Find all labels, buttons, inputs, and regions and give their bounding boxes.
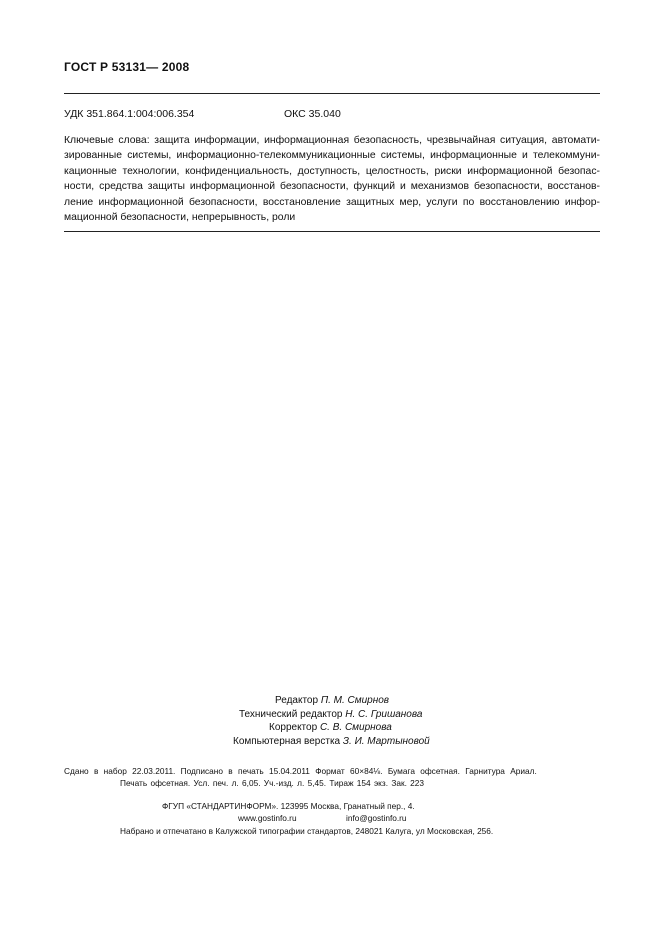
publisher-email: info@gostinfo.ru [346,813,407,824]
keywords-line: кационные технологии, конфиденциальность, доступность, целостность, риски информационной безопас- [64,165,600,177]
publisher-website: www.gostinfo.ru [238,813,297,824]
credit-editor [0,694,662,708]
credit-tech-editor [0,708,662,722]
imprint-block [64,765,600,789]
keywords-paragraph [64,133,600,225]
credit-role: Корректор [269,722,318,733]
credit-role: Технический редактор [239,708,343,720]
keywords-line: ление информационной безопасности, восстановление защитных мер, услуги по восстановлению инфор- [64,196,600,208]
credit-layout [0,735,662,749]
keywords-line: Ключевые слова: защита информации, информационная безопасность, чрезвычайная ситуация, автомати- [64,135,600,146]
standard-header: ГОСТ Р 53131— 2008 [64,60,190,74]
credit-name: З. И. Мартыновой [342,735,430,747]
publisher-block [0,800,662,837]
credit-name: П. М. Смирнов [320,695,390,706]
keywords-divider [64,231,600,232]
keywords-line: ности, средства защиты информационной безопасности, функций и механизмов безопасности, восстанов- [64,181,600,193]
credit-name: Н. С. Гришанова [345,708,423,720]
keywords-line: зированные системы, информационно-телекоммуникационные системы, информационные и телекоммуни- [64,150,600,162]
credit-role: Редактор [275,695,319,706]
credit-role: Компьютерная верстка [233,735,341,747]
oks-code: ОКС 35.040 [284,108,341,120]
publisher-address: ФГУП «СТАНДАРТИНФОРМ». 123995 Москва, Гранатный пер., 4. [162,801,415,811]
imprint-line: Печать офсетная. Усл. печ. л. 6,05. Уч.-изд. л. 5,45. Тираж 154 экз. Зак. 223 [120,778,425,788]
publisher-contacts-row [0,812,662,824]
credit-name: С. В. Смирнова [319,722,392,733]
top-divider [64,93,600,94]
credits-block [0,694,662,748]
publisher-address-row [0,800,662,812]
publisher-printed-row [0,825,662,837]
credit-proofreader [0,721,662,735]
publisher-printing-info: Набрано и отпечатано в Калужской типографии стандартов, 248021 Калуга, ул Московская, 256. [120,825,494,836]
imprint-line: Сдано в набор 22.03.2011. Подписано в печать 15.04.2011 Формат 60×84⅛. Бумага офсетная. Гарнитура Ариал. [64,766,537,776]
keywords-line: мационной безопасности, непрерывность, роли [64,212,296,224]
udk-code: УДК 351.864.1:004:006.354 [64,108,195,120]
